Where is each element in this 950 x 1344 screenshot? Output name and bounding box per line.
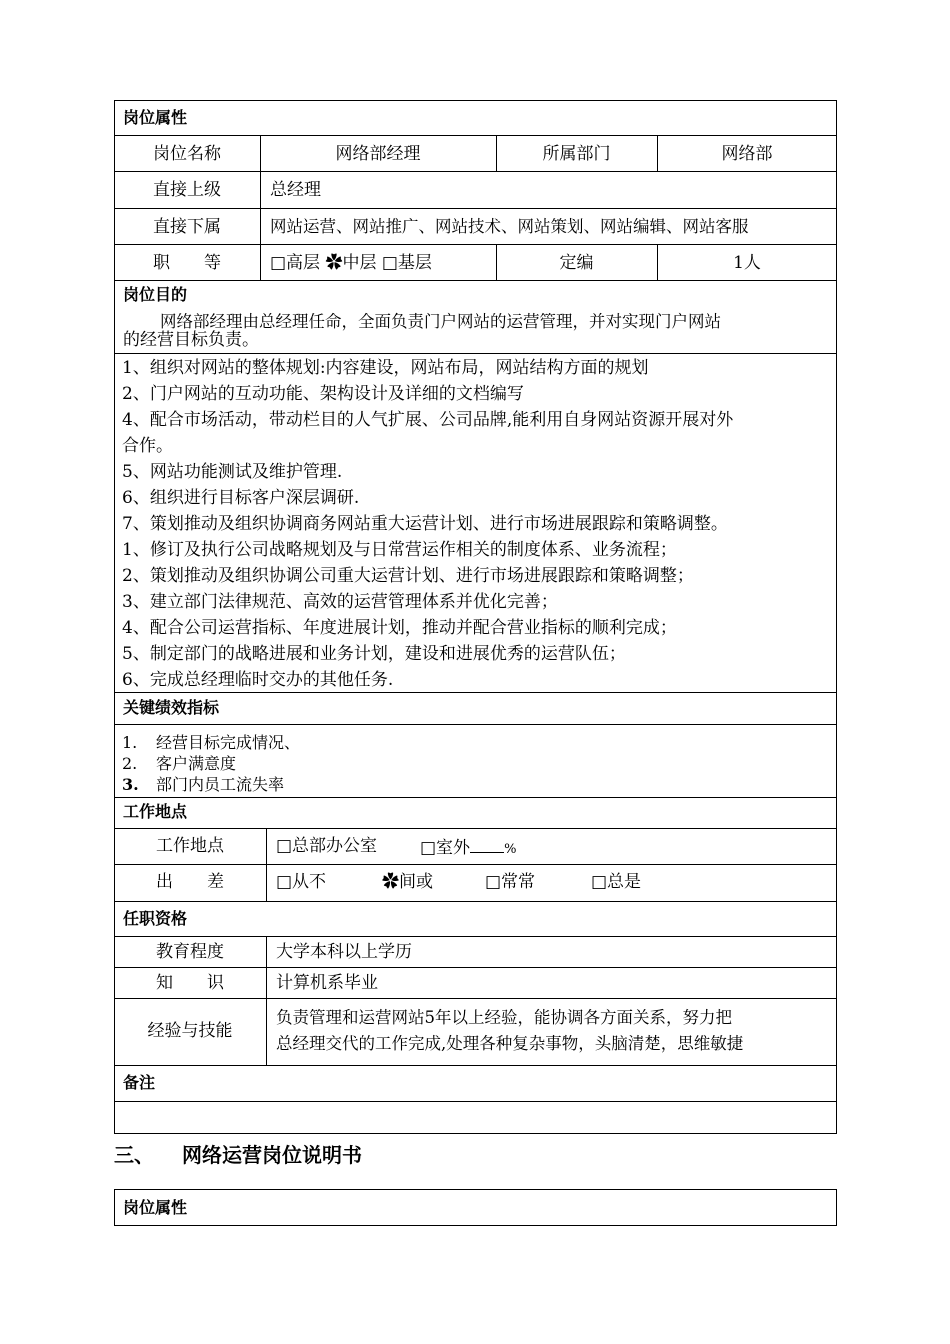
education-label: 教育程度 [156, 942, 224, 962]
row-divider [114, 998, 837, 999]
row-divider [114, 171, 837, 172]
section-header-workplace: 工作地点 [123, 802, 188, 821]
section-header-remarks: 备注 [123, 1073, 156, 1092]
duties-list [122, 355, 834, 693]
duty-line: 4、配合公司运营指标、年度进展计划，推动并配合营业指标的顺利完成； [122, 618, 677, 638]
row-divider [114, 967, 837, 968]
row-divider [114, 1065, 837, 1066]
grade-options: □高层 ✿中层 □基层 [270, 253, 432, 273]
experience-value-line2: 总经理交代的工作完成,处理各种复杂事物，头脑清楚，思维敏捷 [276, 1034, 744, 1053]
section2-header-attributes: 岗位属性 [123, 1198, 188, 1217]
kpi-item [122, 753, 822, 774]
education-value: 大学本科以上学历 [276, 942, 412, 962]
duty-line: 合作。 [122, 436, 173, 456]
workplace-outdoor-label: □室外 [420, 838, 471, 858]
row-divider [114, 353, 837, 354]
subordinate-value: 网站运营、网站推广、网站技术、网站策划、网站编辑、网站客服 [270, 217, 749, 236]
kpi-list [122, 732, 822, 795]
travel-label: 出 差 [156, 872, 224, 892]
duty-line: 5、网站功能测试及维护管理. [122, 462, 343, 482]
job-description-table-2 [114, 1189, 837, 1226]
section-heading-number: 三、 [114, 1143, 154, 1167]
kpi-text: 客户满意度 [156, 754, 237, 773]
workplace-option-headquarters: □总部办公室 [276, 836, 378, 856]
workplace-option-outdoor [420, 836, 516, 860]
kpi-number: 1. [122, 733, 138, 752]
duty-line: 5、制定部门的战略进展和业务计划，建设和进展优秀的运营队伍； [122, 644, 626, 664]
kpi-number: 3. [122, 775, 139, 794]
section-header-attributes: 岗位属性 [123, 108, 188, 127]
travel-option-occasionally: ✿间或 [382, 872, 433, 892]
experience-value-line1: 负责管理和运营网站5年以上经验，能协调各方面关系，努力把 [276, 1008, 732, 1027]
quota-label: 定编 [559, 253, 594, 273]
row-divider [114, 280, 837, 281]
section-header-qualifications: 任职资格 [123, 909, 188, 928]
row-divider [114, 208, 837, 209]
post-name-label: 岗位名称 [153, 144, 221, 164]
knowledge-label: 知 识 [156, 973, 224, 993]
section-header-purpose: 岗位目的 [123, 285, 188, 304]
experience-label: 经验与技能 [147, 1021, 233, 1041]
duty-line: 6、组织进行目标客户深层调研. [122, 488, 360, 508]
subordinate-label: 直接下属 [153, 217, 221, 237]
duty-line: 1、组织对网站的整体规划:内容建设，网站布局，网站结构方面的规划 [122, 358, 649, 378]
row-divider [114, 135, 837, 136]
workplace-label: 工作地点 [156, 836, 224, 856]
percent-blank [470, 836, 504, 853]
row-divider [114, 244, 837, 245]
col-divider [266, 936, 267, 1065]
quota-value: 1人 [733, 253, 761, 273]
purpose-text-line1: 网络部经理由总经理任命，全面负责门户网站的运营管理，并对实现门户网站 [160, 312, 721, 331]
section-heading-title: 网络运营岗位说明书 [182, 1143, 362, 1167]
duty-line: 4、配合市场活动，带动栏目的人气扩展、公司品牌,能利用自身网站资源开展对外 [122, 410, 734, 430]
kpi-text: 经营目标完成情况、 [156, 733, 301, 752]
dept-value: 网络部 [721, 144, 773, 164]
duty-line: 3、建立部门法律规范、高效的运营管理体系并优化完善； [122, 592, 558, 612]
superior-value: 总经理 [270, 180, 321, 200]
row-divider [114, 797, 837, 798]
travel-option-always: □总是 [591, 872, 642, 892]
percent-sign: % [504, 842, 517, 857]
grade-label: 职 等 [153, 253, 221, 273]
row-divider [114, 864, 837, 865]
duty-line: 7、策划推动及组织协调商务网站重大运营计划、进行市场进展跟踪和策略调整。 [122, 514, 728, 534]
row-divider [114, 901, 837, 902]
section-header-kpi: 关键绩效指标 [123, 698, 220, 717]
kpi-number: 2. [122, 754, 138, 773]
row-divider [114, 936, 837, 937]
post-name-value: 网络部经理 [335, 144, 421, 164]
superior-label: 直接上级 [153, 180, 221, 200]
kpi-item [122, 732, 822, 753]
row-divider [114, 828, 837, 829]
dept-label: 所属部门 [542, 144, 611, 164]
kpi-text: 部门内员工流失率 [156, 775, 285, 794]
purpose-text-line2: 的经营目标负责。 [123, 330, 259, 350]
duty-line: 2、策划推动及组织协调公司重大运营计划、进行市场进展跟踪和策略调整； [122, 566, 694, 586]
duty-line: 2、门户网站的互动功能、架构设计及详细的文档编写 [122, 384, 524, 404]
travel-option-often: □常常 [485, 872, 536, 892]
row-divider [114, 724, 837, 725]
knowledge-value: 计算机系毕业 [276, 973, 378, 993]
duty-line: 6、完成总经理临时交办的其他任务. [122, 670, 394, 690]
row-divider [114, 1101, 837, 1102]
col-divider [266, 828, 267, 901]
kpi-item [122, 774, 822, 795]
duty-line: 1、修订及执行公司战略规划及与日常营运作相关的制度体系、业务流程； [122, 540, 677, 560]
travel-option-never: □从不 [276, 872, 327, 892]
